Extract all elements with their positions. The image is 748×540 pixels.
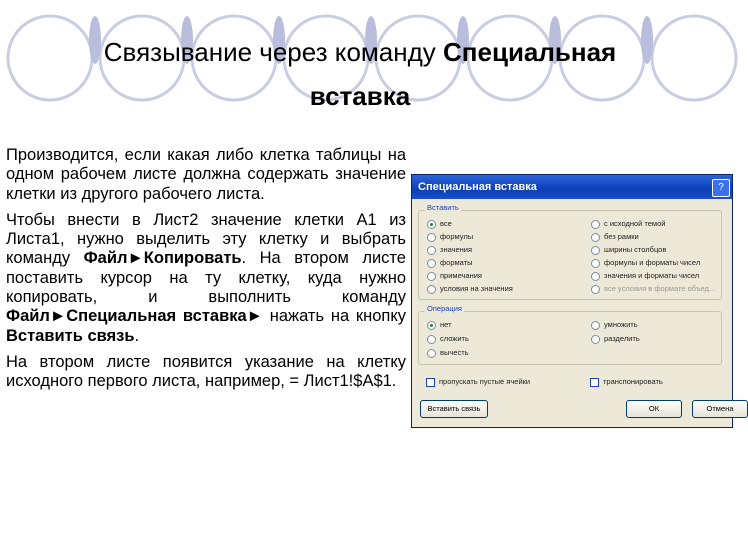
option-label: пропускать пустые ячейки bbox=[439, 377, 531, 386]
paste-option-merge-conditional[interactable] bbox=[591, 284, 715, 294]
transpose-checkbox[interactable] bbox=[590, 377, 663, 387]
paste-option-formulas-numbers[interactable] bbox=[591, 258, 700, 268]
radio-icon bbox=[427, 220, 436, 229]
paste-option-all[interactable] bbox=[427, 219, 452, 229]
checkbox-icon bbox=[590, 378, 599, 387]
option-label: без рамки bbox=[604, 232, 639, 241]
p2-bold-f: Вставить связь bbox=[6, 326, 135, 345]
operation-subtract[interactable] bbox=[427, 348, 469, 358]
option-label: все bbox=[440, 219, 452, 228]
paste-option-values-numbers[interactable] bbox=[591, 271, 699, 281]
radio-icon bbox=[591, 246, 600, 255]
option-label: вычесть bbox=[440, 348, 469, 357]
operation-divide[interactable] bbox=[591, 334, 640, 344]
paragraph-3: На втором листе появится указание на клетку исходного первого листа, например, = Лист1!$А$1. bbox=[6, 352, 406, 391]
option-label: транспонировать bbox=[603, 377, 663, 386]
paste-option-source-theme[interactable] bbox=[591, 219, 665, 229]
checkbox-icon bbox=[426, 378, 435, 387]
radio-icon bbox=[591, 321, 600, 330]
title-part2: Специальная bbox=[443, 37, 617, 67]
p2-text-e: нажать на кнопку bbox=[262, 307, 406, 326]
operation-add[interactable] bbox=[427, 334, 469, 344]
p2-bold-d: Файл►Специальная вставка► bbox=[6, 307, 263, 326]
option-label: формулы и форматы чисел bbox=[604, 258, 701, 267]
paste-option-formats[interactable] bbox=[427, 258, 473, 268]
paste-group-label: Вставить bbox=[427, 203, 459, 212]
paste-option-no-border[interactable] bbox=[591, 232, 639, 242]
radio-icon bbox=[427, 246, 436, 255]
radio-icon bbox=[427, 285, 436, 294]
paste-option-values[interactable] bbox=[427, 245, 472, 255]
option-label: сложить bbox=[440, 334, 469, 343]
paragraph-2 bbox=[6, 211, 406, 346]
operation-multiply[interactable] bbox=[591, 320, 638, 330]
radio-icon bbox=[591, 335, 600, 344]
operation-group-label: Операция bbox=[427, 304, 462, 313]
option-label: все условия в формате объед... bbox=[604, 284, 716, 293]
option-label: формулы bbox=[440, 232, 474, 241]
option-label: разделить bbox=[604, 334, 640, 343]
page-title bbox=[0, 30, 720, 118]
option-label: условия на значения bbox=[440, 284, 513, 293]
paragraph-1: Производится, если какая либо клетка таблицы на одном рабочем листе должна содержать значение клетки из другого рабочего листа. bbox=[6, 146, 406, 203]
option-label: с исходной темой bbox=[604, 219, 666, 228]
p2-text-g: . bbox=[134, 326, 140, 345]
paste-special-dialog bbox=[411, 174, 733, 428]
radio-icon bbox=[591, 220, 600, 229]
radio-icon bbox=[427, 321, 436, 330]
paste-group bbox=[418, 203, 722, 300]
operation-none[interactable] bbox=[427, 320, 452, 330]
body-text bbox=[6, 146, 406, 399]
option-label: ширины столбцов bbox=[604, 245, 667, 254]
option-label: нет bbox=[440, 320, 452, 329]
operation-group bbox=[418, 304, 722, 365]
option-label: значения bbox=[440, 245, 473, 254]
dialog-title: Специальная вставка bbox=[412, 175, 732, 199]
cancel-button[interactable]: Отмена bbox=[692, 400, 748, 418]
help-icon[interactable]: ? bbox=[712, 179, 730, 197]
paste-option-validation[interactable] bbox=[427, 284, 513, 294]
radio-icon bbox=[591, 272, 600, 281]
title-part1: Связывание через команду bbox=[103, 37, 444, 67]
p2-bold-b: Файл►Копировать bbox=[83, 249, 242, 268]
option-label: значения и форматы чисел bbox=[604, 271, 700, 280]
radio-icon bbox=[427, 259, 436, 268]
radio-icon bbox=[427, 272, 436, 281]
skip-blanks-checkbox[interactable] bbox=[426, 377, 530, 387]
option-label: примечания bbox=[440, 271, 482, 280]
p2-text-c: . На втором листе поставить курсор на ту клетку, куда нужно копировать, и выполнить команду bbox=[6, 249, 406, 307]
title-part3: вставка bbox=[309, 81, 411, 111]
radio-icon bbox=[591, 233, 600, 242]
radio-icon bbox=[591, 285, 600, 294]
radio-icon bbox=[427, 349, 436, 358]
paste-option-formulas[interactable] bbox=[427, 232, 473, 242]
radio-icon bbox=[427, 335, 436, 344]
paste-link-button[interactable]: Вставить связь bbox=[420, 400, 488, 418]
option-label: умножить bbox=[604, 320, 638, 329]
radio-icon bbox=[427, 233, 436, 242]
paste-option-comments[interactable] bbox=[427, 271, 482, 281]
p2-text-a: Чтобы внести в Лист2 значение клетки А1 из Листа1, нужно выделить эту клетку и выбрать команду bbox=[6, 210, 406, 268]
ok-button[interactable]: ОК bbox=[626, 400, 682, 418]
option-label: форматы bbox=[440, 258, 473, 267]
paste-option-column-widths[interactable] bbox=[591, 245, 666, 255]
radio-icon bbox=[591, 259, 600, 268]
